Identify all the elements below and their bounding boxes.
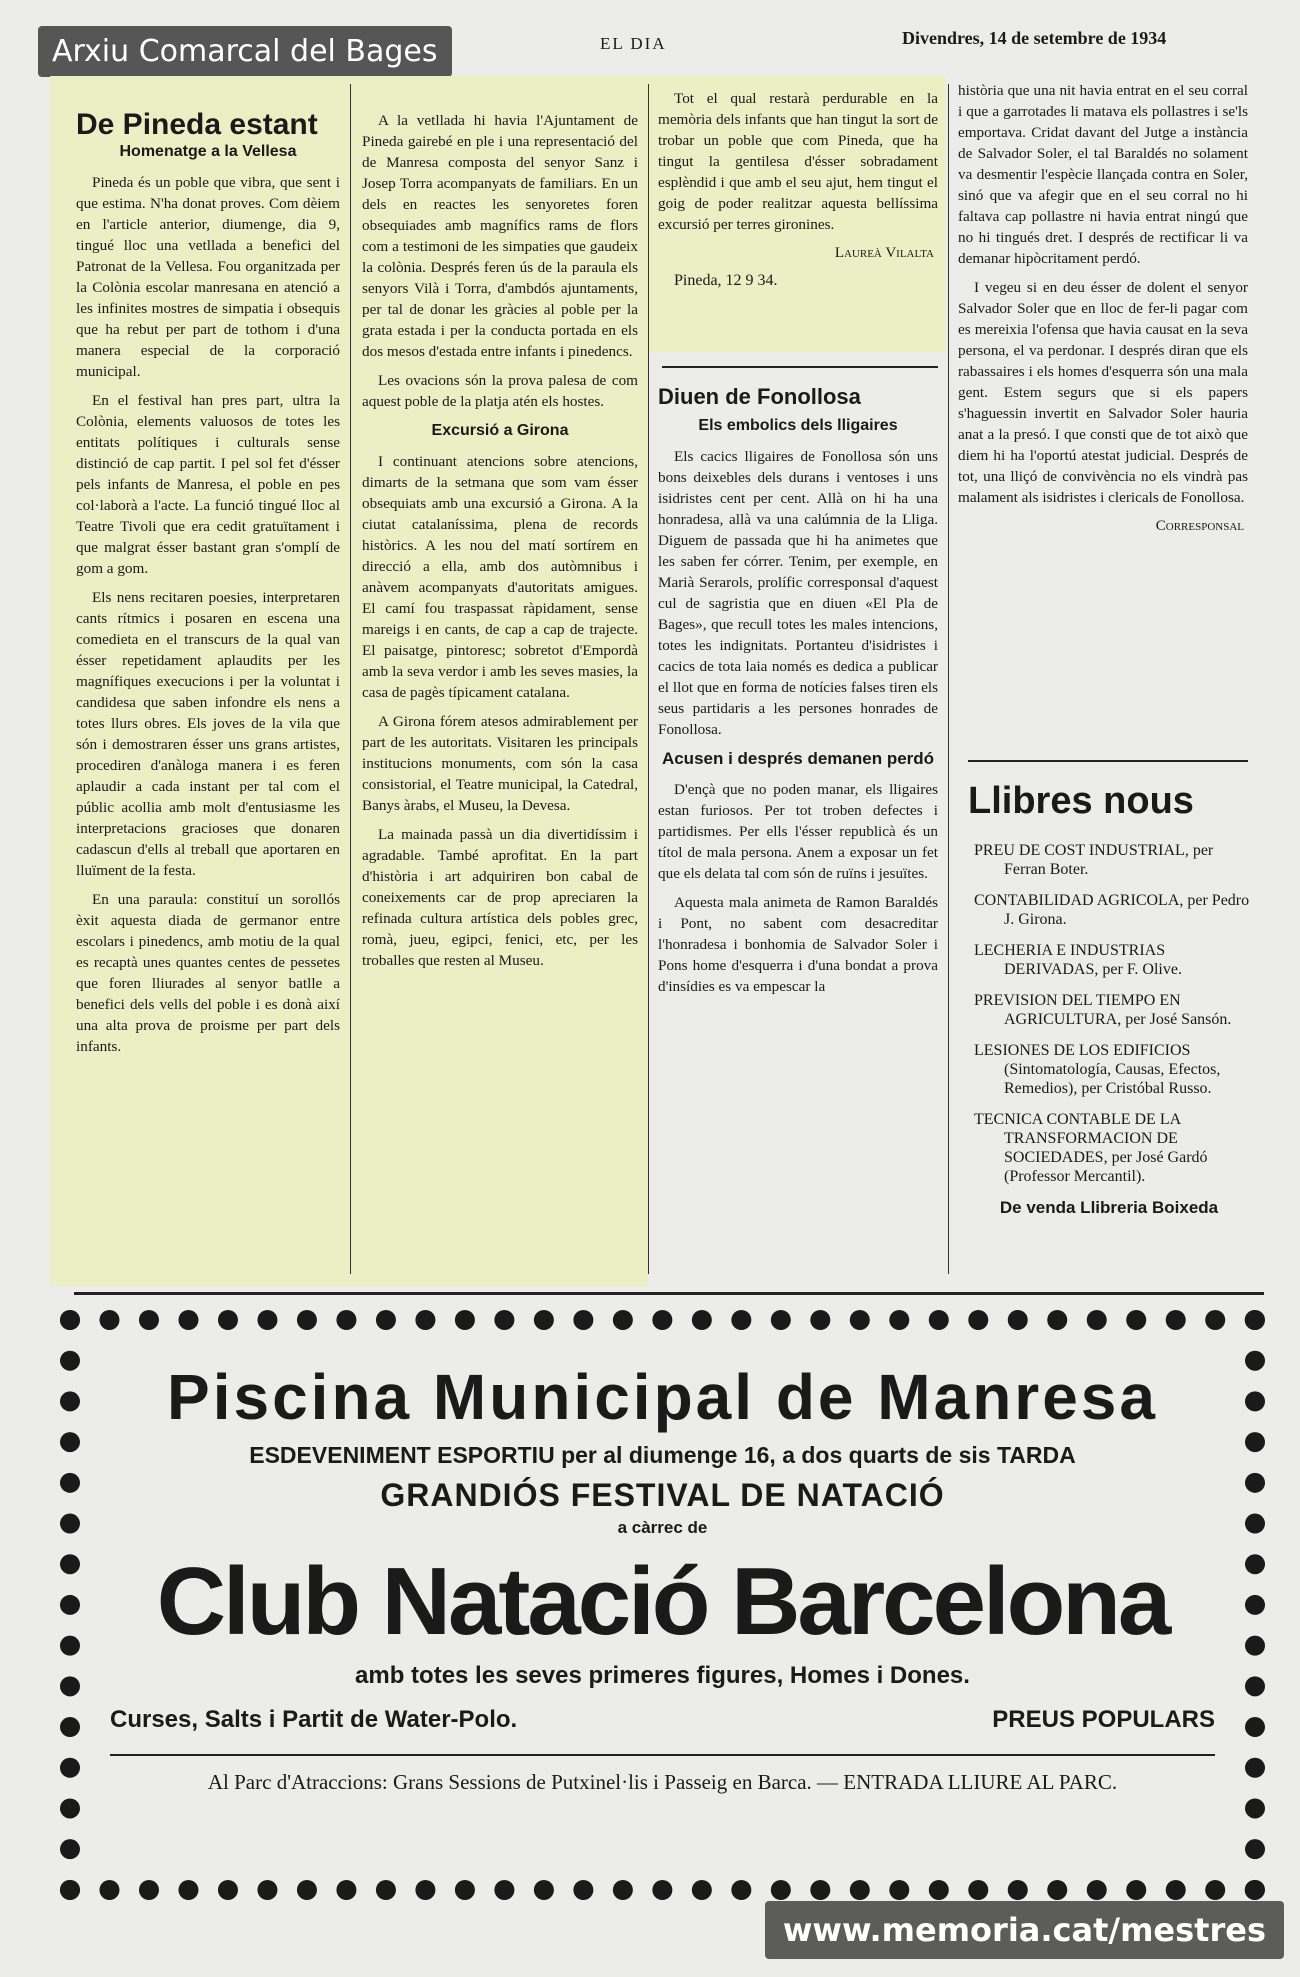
fonollosa-column-1 (658, 380, 938, 1005)
ad-prices: PREUS POPULARS (992, 1706, 1215, 1733)
page-rule (74, 1292, 1264, 1295)
pineda-paragraph: Els nens recitaren poesies, interpretaren cants rítmics i posaren en escena una comedieta en el transcurs de la qual van ésser repetidament aplaudits per les magnífiques execucions i per la voluntat i candidesa que saben infondre els nens a totes llurs obres. Els joves de la vila que són i demostraren ésser uns grans artistes, procediren d'anàloga manera i es feren aplaudir a cada instant per tal com el públic acollia amb molt d'entusiasme les interpretacions gracioses que donaren cadascun d'ells al treball que aportaren en lluïment de la festa. (76, 589, 340, 879)
pineda-signature: Laureà Vilalta (834, 245, 934, 261)
fonollosa-title: Diuen de Fonollosa (658, 384, 861, 409)
ad-festival: GRANDIÓS FESTIVAL DE NATACIÓ (380, 1477, 945, 1513)
issue-date: Divendres, 14 de setembre de 1934 (902, 28, 1167, 48)
section-rule (662, 366, 938, 368)
newspaper-name: EL DIA (600, 34, 667, 53)
book-item: PREU DE COST INDUSTRIAL, per Ferran Boter. (974, 842, 1214, 878)
fonollosa-paragraph: I vegeu si en deu ésser de dolent el senyor Salvador Soler que en lloc de fer-li pagar com es mereixia l'ofensa que havia causat en la seva persona, el va perdonar. I després diran que els rabassaires i els homes d'esquerra són una mala gent. Estem segurs que si els papers s'haguessin invertit en Salvador Soler hauria anat a la presó. I que consti que de tot això que diem hi ha l'oportú atestat judicial. Després de tot, una lliçó de convivència no els vindrà pas malament als isidristes i clericals de Fonollosa. (958, 279, 1248, 506)
books-section (968, 772, 1250, 1218)
book-item: PREVISION DEL TIEMPO EN AGRICULTURA, per José Sansón. (974, 992, 1232, 1028)
column-divider (648, 84, 649, 1274)
book-item: LECHERIA E INDUSTRIAS DERIVADAS, per F. Olive. (974, 942, 1182, 978)
pineda-paragraph: Pineda és un poble que vibra, que sent i que estima. N'ha donat proves. Com dèiem en l'article anterior, diumenge, dia 9, tingué lloc una vetllada a benefici del Patronat de la Vellesa. Fou organitzada per la Colònia escolar manresana en atenció a les infinites mostres de simpatia i obsequis que ha rebut per part de tothom i d'una manera especial de la corporació municipal. (76, 174, 340, 380)
ad-rule (110, 1754, 1215, 1756)
pineda-paragraph: I continuant atencions sobre atencions, dimarts de la setmana que som vam ésser obsequiats amb una excursió a Girona. A la ciutat catalaníssima, plena de records històrics. A les nou del matí sortírem en direcció a ella, amb dos autòmnibus i anàvem acompanyats d'autoritats amigues. El camí fou traspassat ràpidament, sense mareigs i en cants, de cap a cap de trajecte. El paisatge, pintoresc; sobretot d'Empordà amb la seva verdor i amb les seves masies, la casa de pagès típicament catalana. (362, 453, 638, 701)
pineda-paragraph: En una paraula: constituí un sorollós èxit aquesta diada de germanor entre escolars i pinedencs, amb motiu de la qual es recaptà unes quantes centes de pessetes que foren lliurades al senyor batlle a benefici dels vells del poble i es donà així una alta prova de proisme per part dels infants. (76, 891, 340, 1055)
fonollosa-paragraph: història que una nit havia entrat en el seu corral i que a garrotades li matava els pollastres i se'ls emportava. Cridat davant del Jutge a instància de Salvador Soler, el tal Baraldés no solament va desmentir l'espècie llançada contra en Soler, sinó que va afegir que en el seu corral no hi faltava cap pollastre ni havia entrat ningú que no hi tingués dret. I després de rectificar li va demanar hipòcritament perdó. (958, 82, 1248, 267)
ad-activities: Curses, Salts i Partit de Water-Polo. (110, 1706, 518, 1733)
book-item: CONTABILIDAD AGRICOLA, per Pedro J. Girona. (974, 892, 1250, 928)
excursio-subtitle: Excursió a Girona (431, 422, 569, 439)
swimming-advertisement (60, 1310, 1265, 1900)
column-divider (948, 84, 949, 1274)
ad-event: ESDEVENIMENT ESPORTIU per al diumenge 16, a dos quarts de sis TARDA (249, 1442, 1076, 1468)
pineda-title: De Pineda estant (76, 108, 318, 141)
fonollosa-paragraph: Els cacics lligaires de Fonollosa són uns bons deixebles dels durans i ventoses i uns isidristes cent per cent. Allà on hi ha una honradesa, allà va una calúmnia de la Lliga. Diguem de passada que hi ha animetes que les saben fer córrer. Tenim, per exemple, en Marià Serarols, prolífic corresponsal d'aquest cul de sagristia que en diuen «El Pla de Bages», que recull totes les males intencions, totes les indignitats. Portanteu d'isidristes i cacics de tota laia només es dedica a publicar el llot que en forma de notícies falses tiren els seus partidaris a les persones honrades de Fonollosa. (658, 448, 938, 738)
column-divider (350, 84, 351, 1274)
fonollosa-signature: Corresponsal (1155, 518, 1244, 534)
book-item: TECNICA CONTABLE DE LA TRANSFORMACION DE SOCIEDADES, per José Gardó (Professor Mercantil). (974, 1111, 1208, 1185)
section-rule (968, 760, 1248, 762)
fonollosa-section-title: Acusen i després demanen perdó (661, 749, 935, 768)
pineda-subtitle: Homenatge a la Vellesa (119, 143, 297, 160)
ad-club-name: Club Natació Barcelona (156, 1548, 1169, 1655)
fonollosa-paragraph: D'ençà que no poden manar, els lligaires estan furiosos. Per tot troben defectes i partidismes. Per ells l'ésser republicà és un títol de mala persona. Anem a exposar un fet que els delata tal com són de ruïns i jesuïtes. (658, 781, 938, 882)
books-sale-note: De venda Llibreria Boixeda (999, 1198, 1219, 1217)
fonollosa-subtitle: Els embolics dels lligaires (698, 417, 898, 434)
pineda-place-date: Pineda, 12 9 34. (674, 272, 778, 289)
pineda-column-2 (362, 110, 638, 979)
books-title: Llibres nous (968, 780, 1194, 822)
ad-park-note: Al Parc d'Atraccions: Grans Sessions de Putxinel·lis i Passeig en Barca. — ENTRADA LLIURE AL PARC. (207, 1770, 1118, 1794)
pineda-paragraph: En el festival han pres part, ultra la Colònia, elements valuosos de totes les entitats polítiques i culturals sense distinció de cap partit. I pel sol fet d'ésser pels infants de Manresa, el poble en pes col·laborà a l'acte. La funció tingué lloc al Teatre Tivoli que era cedit gratuïtament i que malgrat ésser bastant gran s'omplí de gom a gom. (76, 392, 340, 577)
pineda-paragraph: A la vetllada hi havia l'Ajuntament de Pineda gairebé en ple i una representació del de Manresa composta del senyor Sanz i Josep Torra acompanyats de familiars. En un dels en reactes les senyoretes foren obsequiades amb magnífics rams de flors com a testimoni de les simpaties que gaudeix la colònia. Després feren ús de la paraula els senyors Vilà i Torra, d'ambdós ajuntaments, per tal de donar les gràcies al poble per la grata estada i per la conducta portada en els dos mesos d'estada entre infants i pinedencs. (362, 112, 638, 360)
fonollosa-column-2 (958, 80, 1248, 543)
pineda-paragraph: A Girona fórem atesos admirablement per part de les autoritats. Visitaren les principals institucions monuments, com són la casa consistorial, el Teatre municipal, la Catedral, Banys àrabs, el Museu, la Devesa. (362, 713, 638, 814)
column-3 (658, 88, 938, 291)
pineda-paragraph: Les ovacions són la prova palesa de com aquest poble de la platja atén els hostes. (362, 372, 638, 410)
pineda-paragraph: La mainada passà un dia divertidíssim i agradable. També aprofitat. En la part d'història i art adquiriren bon cabal de coneixements car de prop apreciaren la refinada cultura artística dels pobles grec, romà, jueu, egipci, fenici, etc, per les troballes que resten al Museu. (362, 826, 638, 969)
ad-carrec: a càrrec de (617, 1518, 708, 1537)
fonollosa-paragraph: Aquesta mala animeta de Ramon Baraldés i Pont, no sabent com desacreditar l'honradesa i bonhomia de Salvador Soler i Pons home d'esquerra i d'una bondat a prova d'insídies es va empescar la (658, 894, 938, 995)
pineda-column-1 (76, 108, 340, 1065)
ad-figures: amb totes les seves primeres figures, Homes i Dones. (355, 1662, 970, 1689)
pineda-paragraph: Tot el qual restarà perdurable en la memòria dels infants que han tingut la sort de trobar un poble que com Pineda, que ha tingut la gentilesa d'ésser sobradament esplèndid i que amb el seu ajut, hem tingut el goig de poder realitzar aquesta bellíssima excursió per terres gironines. (658, 90, 938, 233)
ad-title: Piscina Municipal de Manresa (167, 1361, 1158, 1433)
book-item: LESIONES DE LOS EDIFICIOS (Sintomatología, Causas, Efectos, Remedios), per Cristóbal Russo. (974, 1042, 1221, 1097)
archive-watermark: Arxiu Comarcal del Bages (38, 26, 452, 77)
site-watermark: www.memoria.cat/mestres (765, 1901, 1284, 1959)
